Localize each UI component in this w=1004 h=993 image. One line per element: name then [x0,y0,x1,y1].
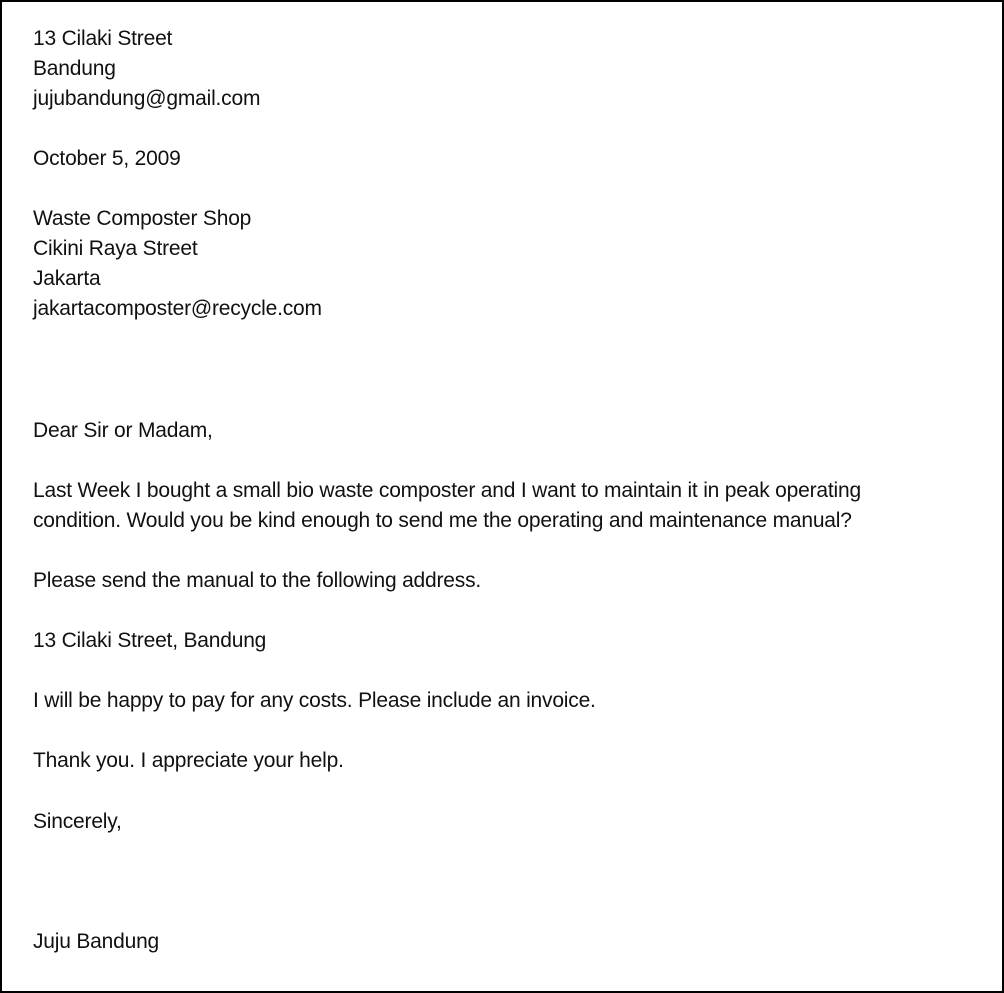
mailing-address: 13 Cilaki Street, Bandung [33,629,267,652]
sender-city: Bandung [33,57,116,80]
signature-name: Juju Bandung [33,930,160,953]
recipient-city: Jakarta [33,267,101,290]
sender-email: jujubandung@gmail.com [33,87,261,110]
recipient-name: Waste Composter Shop [33,207,252,230]
sender-street: 13 Cilaki Street [33,27,173,50]
recipient-street: Cikini Raya Street [33,237,198,260]
body-paragraph-3: I will be happy to pay for any costs. Please include an invoice. [33,689,596,712]
body-paragraph-1-line-1: Last Week I bought a small bio waste composter and I want to maintain it in peak operating [33,479,861,502]
letter-date: October 5, 2009 [33,147,181,170]
recipient-email: jakartacomposter@recycle.com [33,297,322,320]
salutation: Dear Sir or Madam, [33,419,213,442]
body-paragraph-1-line-2: condition. Would you be kind enough to send me the operating and maintenance manual? [33,509,852,532]
closing: Sincerely, [33,810,122,833]
body-paragraph-4: Thank you. I appreciate your help. [33,749,344,772]
body-paragraph-2: Please send the manual to the following address. [33,569,482,592]
